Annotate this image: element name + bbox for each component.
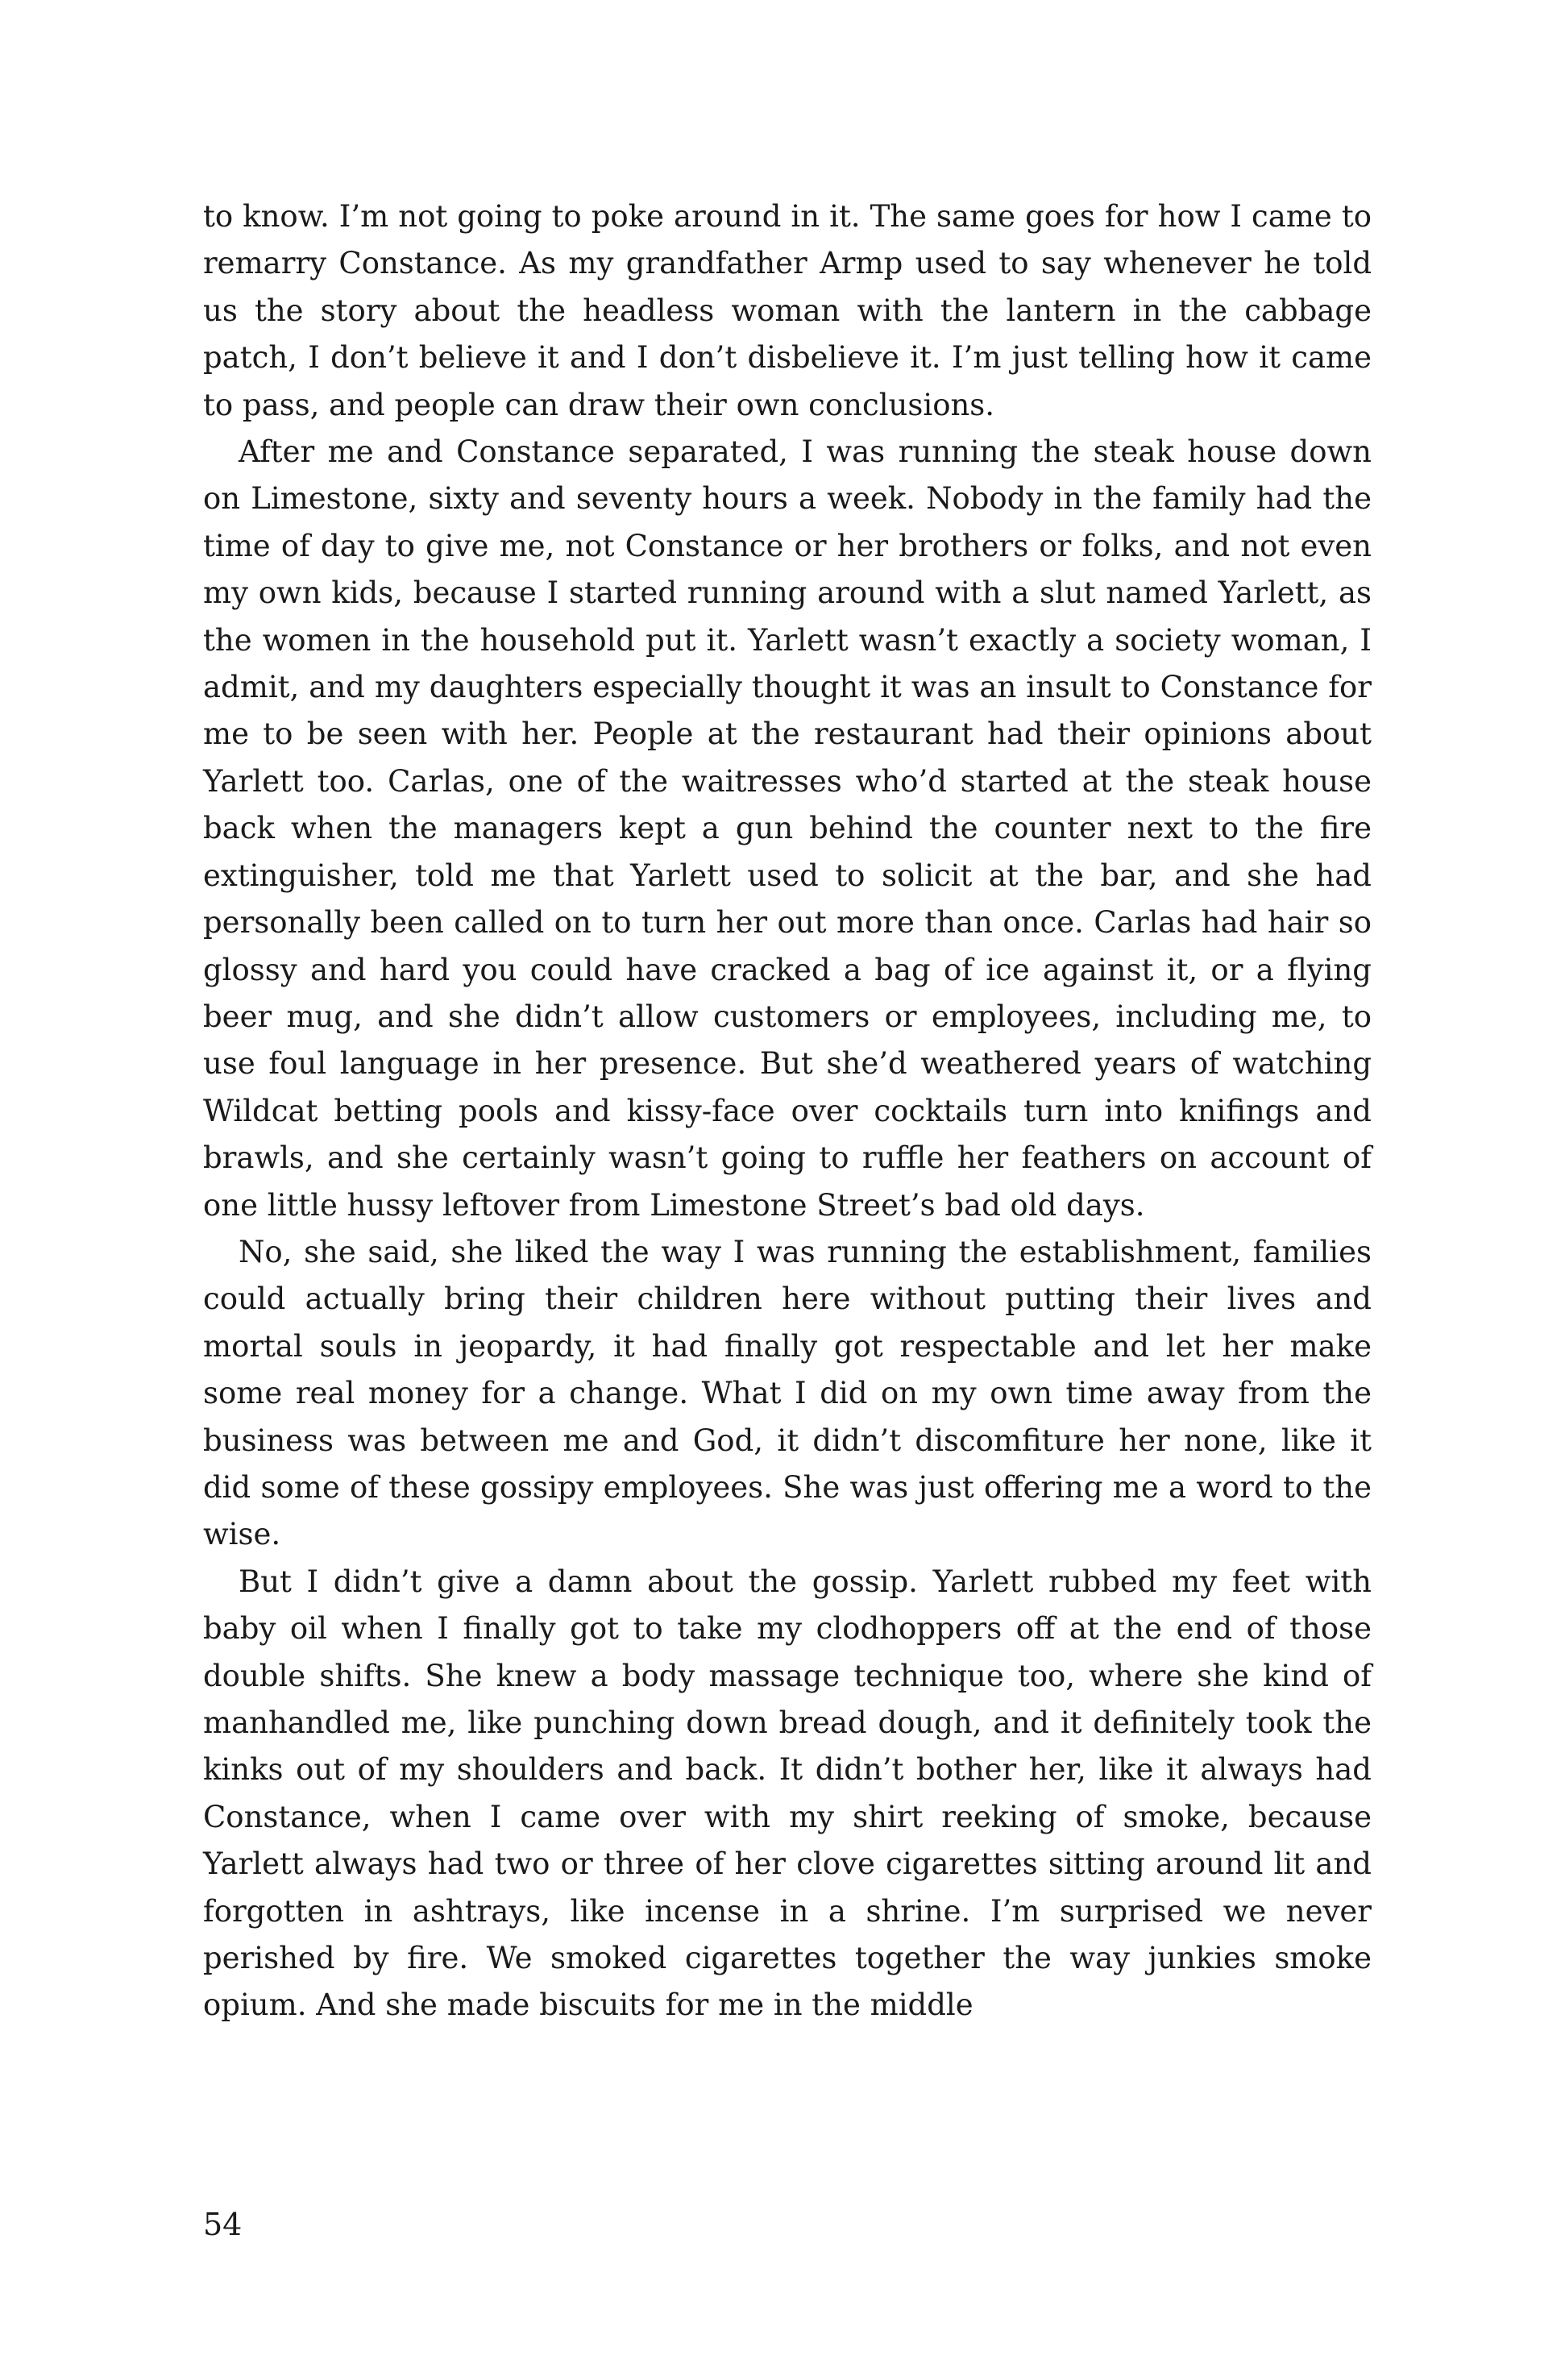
body-text: [203, 193, 1372, 2029]
paragraph: But I didn’t give a damn about the gossip. Yarlett rubbed my feet with baby oil when I finally got to take my clodhoppers off at the end of those double shifts. She knew a body massage technique too, where she kind of manhandled me, like punching down bread dough, and it definitely took the kinks out of my shoulders and back. It didn’t bother her, like it always had Constance, when I came over with my shirt reeking of smoke, because Yarlett always had two or three of her clove cigarettes sitting around lit and forgotten in ashtrays, like incense in a shrine. I’m surprised we never perished by fire. We smoked cigarettes together the way junkies smoke opium. And she made biscuits for me in the middle: [203, 1564, 1372, 2023]
paragraph: After me and Constance separated, I was running the steak house down on Limestone, sixty and seventy hours a week. Nobody in the family had the time of day to give me, not Constance or her brothers or folks, and not even my own kids, because I started running around with a slut named Yarlett, as the women in the household put it. Yarlett wasn’t exactly a society woman, I admit, and my daughters especially thought it was an insult to Constance for me to be seen with her. People at the restaurant had their opinions about Yarlett too. Carlas, one of the waitresses who’d started at the steak house back when the managers kept a gun behind the counter next to the fire extinguisher, told me that Yarlett used to solicit at the bar, and she had personally been called on to turn her out more than once. Carlas had hair so glossy and hard you could have cracked a bag of ice against it, or a flying beer mug, and she didn’t allow customers or employees, including me, to use foul language in her presence. But she’d weathered years of watching Wildcat betting pools and kissy-face over cocktails turn into knifings and brawls, and she certainly wasn’t going to ruffle her feathers on account of one little hussy leftover from Limestone Street’s bad old days.: [203, 434, 1372, 1223]
paragraph: No, she said, she liked the way I was running the establishment, families could actually bring their children here without putting their lives and mortal souls in jeopardy, it had finally got respectable and let her make some real money for a change. What I did on my own time away from the business was between me and God, it didn’t discomfiture her none, like it did some of these gossipy employees. She was just offering me a word to the wise.: [203, 1234, 1372, 1552]
page-number: 54: [203, 2207, 243, 2242]
paragraph-continued: to know. I’m not going to poke around in it. The same goes for how I came to remarry Constance. As my grandfather Armp used to say whenever he told us the story about the headless woman with the lantern in the cabbage patch, I don’t believe it and I don’t disbelieve it. I’m just telling how it came to pass, and people can draw their own conclusions.: [203, 199, 1372, 422]
